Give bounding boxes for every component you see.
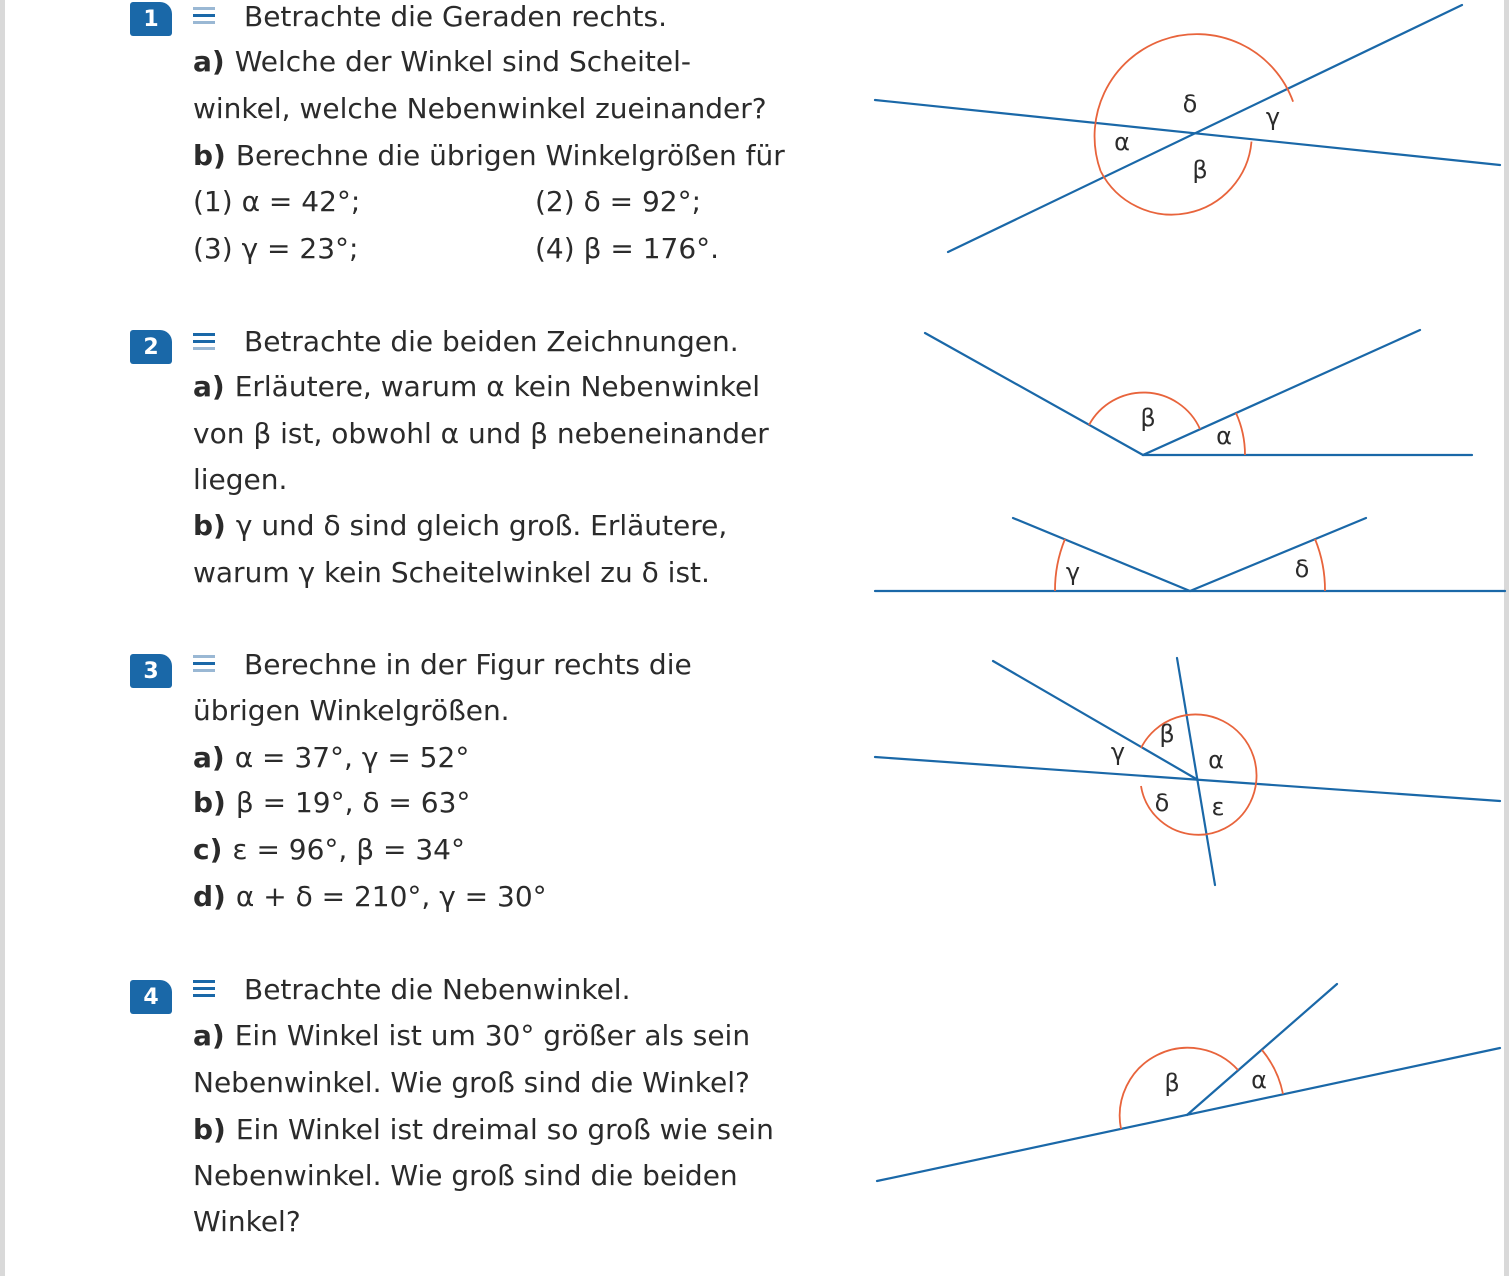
figure-3-label: δ [1154, 789, 1170, 817]
figure-1-label: α [1114, 128, 1130, 156]
figure-1-label: δ [1182, 90, 1198, 118]
exercise-4-line: a) Ein Winkel ist um 30° größer als sein [193, 1019, 751, 1052]
exercise-2-line: warum γ kein Scheitelwinkel zu δ ist. [193, 556, 710, 589]
figure-3-label: α [1208, 746, 1224, 774]
exercise-1-value: (1) α = 42°; [193, 185, 361, 218]
exercise-1-line: a) Welche der Winkel sind Scheitel- [193, 45, 691, 78]
exercise-1-value: (2) δ = 92°; [535, 185, 702, 218]
exercise-4-line: Nebenwinkel. Wie groß sind die Winkel? [193, 1066, 750, 1099]
figure-2a-ray-left [925, 333, 1143, 455]
figure-4-label: β [1164, 1069, 1180, 1097]
figure-3-label: γ [1110, 738, 1126, 766]
figure-2a-ray-right [1143, 330, 1420, 455]
exercise-3-title: Berechne in der Figur rechts die [244, 648, 692, 681]
figure-4-label: α [1251, 1066, 1267, 1094]
figure-2a-label: α [1216, 422, 1232, 450]
figure-1-label: β [1192, 156, 1208, 184]
exercise-3-line: c) ε = 96°, β = 34° [193, 833, 465, 866]
exercise-2-line: von β ist, obwohl α und β nebeneinander [193, 417, 769, 450]
exercise-1-line: b) Berechne die übrigen Winkelgrößen für [193, 139, 785, 172]
exercise-3-line: a) α = 37°, γ = 52° [193, 741, 470, 774]
figure-1-label: γ [1265, 103, 1281, 131]
figure-2b-label: δ [1294, 555, 1310, 583]
exercise-1-number: 1 [130, 2, 172, 36]
figure-3-line-flat [875, 757, 1500, 801]
figure-3-label: ε [1211, 793, 1225, 821]
figure-2b-ray-right [1190, 518, 1366, 591]
figure-2b-arc-gamma [1055, 539, 1065, 591]
exercise-4-line: Nebenwinkel. Wie groß sind die beiden [193, 1159, 738, 1192]
exercise-2-line: liegen. [193, 463, 288, 496]
exercise-2-line: b) γ und δ sind gleich groß. Erläutere, [193, 509, 728, 542]
exercise-1-line: winkel, welche Nebenwinkel zueinander? [193, 92, 767, 125]
figure-2b-ray-left [1013, 518, 1190, 591]
figure-2a-arc-alpha [1236, 413, 1245, 455]
exercise-4-line: Winkel? [193, 1205, 301, 1238]
exercise-1-title: Betrachte die Geraden rechts. [244, 0, 667, 33]
exercise-2-number: 2 [130, 330, 172, 364]
figure-2b-arc-delta [1315, 539, 1325, 591]
exercise-4-number: 4 [130, 980, 172, 1014]
exercise-3-line: d) α + δ = 210°, γ = 30° [193, 880, 547, 913]
exercise-3-line: übrigen Winkelgrößen. [193, 694, 510, 727]
exercise-4-title: Betrachte die Nebenwinkel. [244, 973, 631, 1006]
figure-2b-label: γ [1065, 558, 1081, 586]
exercise-4-line: b) Ein Winkel ist dreimal so groß wie sein [193, 1113, 774, 1146]
exercise-3-number: 3 [130, 654, 172, 688]
figure-3-label: β [1159, 720, 1175, 748]
exercise-1-value: (4) β = 176°. [535, 232, 720, 265]
figure-4-ray [1187, 984, 1337, 1115]
figure-1-line-steep [948, 5, 1462, 252]
exercise-2-title: Betrachte die beiden Zeichnungen. [244, 325, 739, 358]
figure-2a-label: β [1140, 404, 1156, 432]
exercise-3-line: b) β = 19°, δ = 63° [193, 786, 471, 819]
exercise-1-value: (3) γ = 23°; [193, 232, 359, 265]
exercise-2-line: a) Erläutere, warum α kein Nebenwinkel [193, 370, 761, 403]
